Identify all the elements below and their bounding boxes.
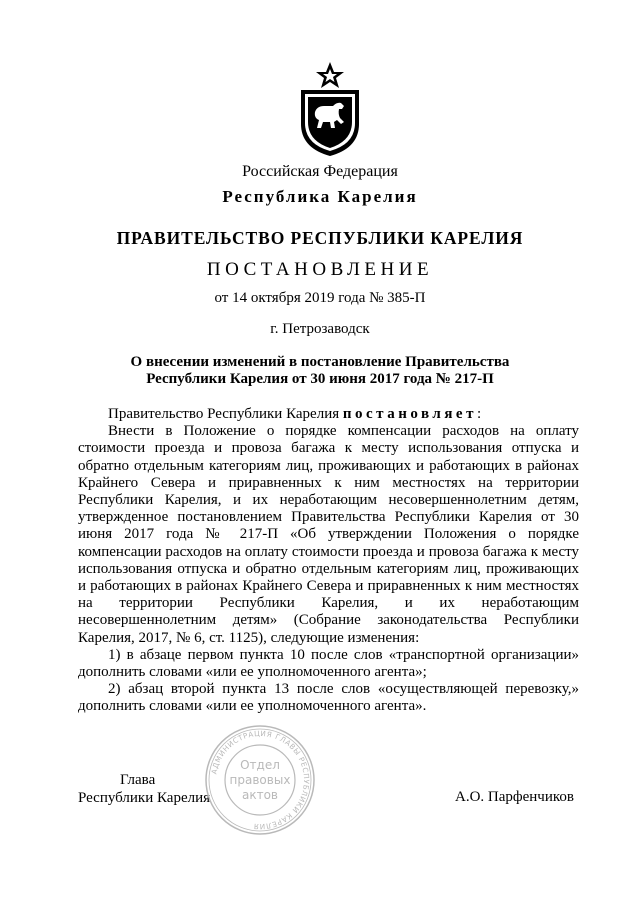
signatory-position bbox=[78, 771, 210, 807]
country-name: Российская Федерация bbox=[242, 163, 398, 180]
amendment-item-1: 1) в абзаце первом пункта 10 после слов «транспортной организации» дополнить словами «или ее уполномоченного агента»; bbox=[78, 646, 579, 681]
stamp-line: правовых bbox=[229, 773, 291, 787]
shield-icon bbox=[301, 90, 359, 156]
decree-title bbox=[0, 354, 640, 388]
star-icon bbox=[316, 62, 344, 88]
decree-title-line: О внесении изменений в постановление Правительства bbox=[130, 354, 510, 370]
government-heading: ПРАВИТЕЛЬСТВО РЕСПУБЛИКИ КАРЕЛИЯ bbox=[116, 228, 524, 248]
stamp-line: Отдел bbox=[240, 758, 280, 772]
decree-body bbox=[78, 406, 579, 716]
amendment-item-2: 2) абзац второй пункта 13 после слов «осуществляющей перевозку,» дополнить словами «или ее уполномоченного агента». bbox=[78, 681, 579, 715]
decree-title-line: Республики Карелия от 30 июня 2017 года № 217-П bbox=[146, 371, 494, 387]
document-type: ПОСТАНОВЛЕНИЕ bbox=[206, 259, 434, 280]
coat-of-arms-icon bbox=[297, 62, 363, 158]
city: г. Петрозаводск bbox=[270, 321, 370, 337]
signatory-position-line: Республики Карелия bbox=[78, 790, 211, 806]
intro-colon: : bbox=[476, 406, 482, 422]
decides-word: постановляет bbox=[342, 406, 477, 422]
decree-date-number: от 14 октября 2019 года № 385-П bbox=[214, 290, 426, 306]
signatory-name: А.О. Парфенчиков bbox=[455, 789, 574, 805]
official-stamp bbox=[204, 724, 316, 836]
intro-text: Правительство Республики Карелия bbox=[108, 406, 343, 422]
stamp-ring-text: АДМИНИСТРАЦИЯ ГЛАВЫ РЕСПУБЛИКИ КАРЕЛИЯ bbox=[209, 728, 312, 832]
signatory-position-line: Глава bbox=[120, 772, 156, 788]
main-paragraph: Внести в Положение о порядке компенсации расходов на оплату стоимости проезда и провоза багажа к месту использования отпуска и обратно отдельным категориям лиц, проживающих и работающих в районах Крайнего Севера и приравненных к ним местностях на территории Республики Карелия, и их неработающим несовершеннолетним детям, утвержденное постановлением Правительства Республики Карелия от 30 июня 2017 года № 217-П «Об утверждении Положения о порядке компенсации расходов на оплату стоимости проезда и провоза багажа к месту использования отпуска и обратно отдельным категориям лиц, проживающих и работающих в районах Крайнего Севера и приравненных к ним местностях на территории Республики Карелия, и их неработающим несовершеннолетним детям» (Собрание законодательства Республики Карелия, 2017, № 6, ст. 1125), следующие изменения: bbox=[78, 423, 579, 646]
intro-paragraph bbox=[78, 406, 579, 423]
stamp-line: актов bbox=[241, 788, 279, 802]
republic-name: Республика Карелия bbox=[222, 187, 418, 206]
